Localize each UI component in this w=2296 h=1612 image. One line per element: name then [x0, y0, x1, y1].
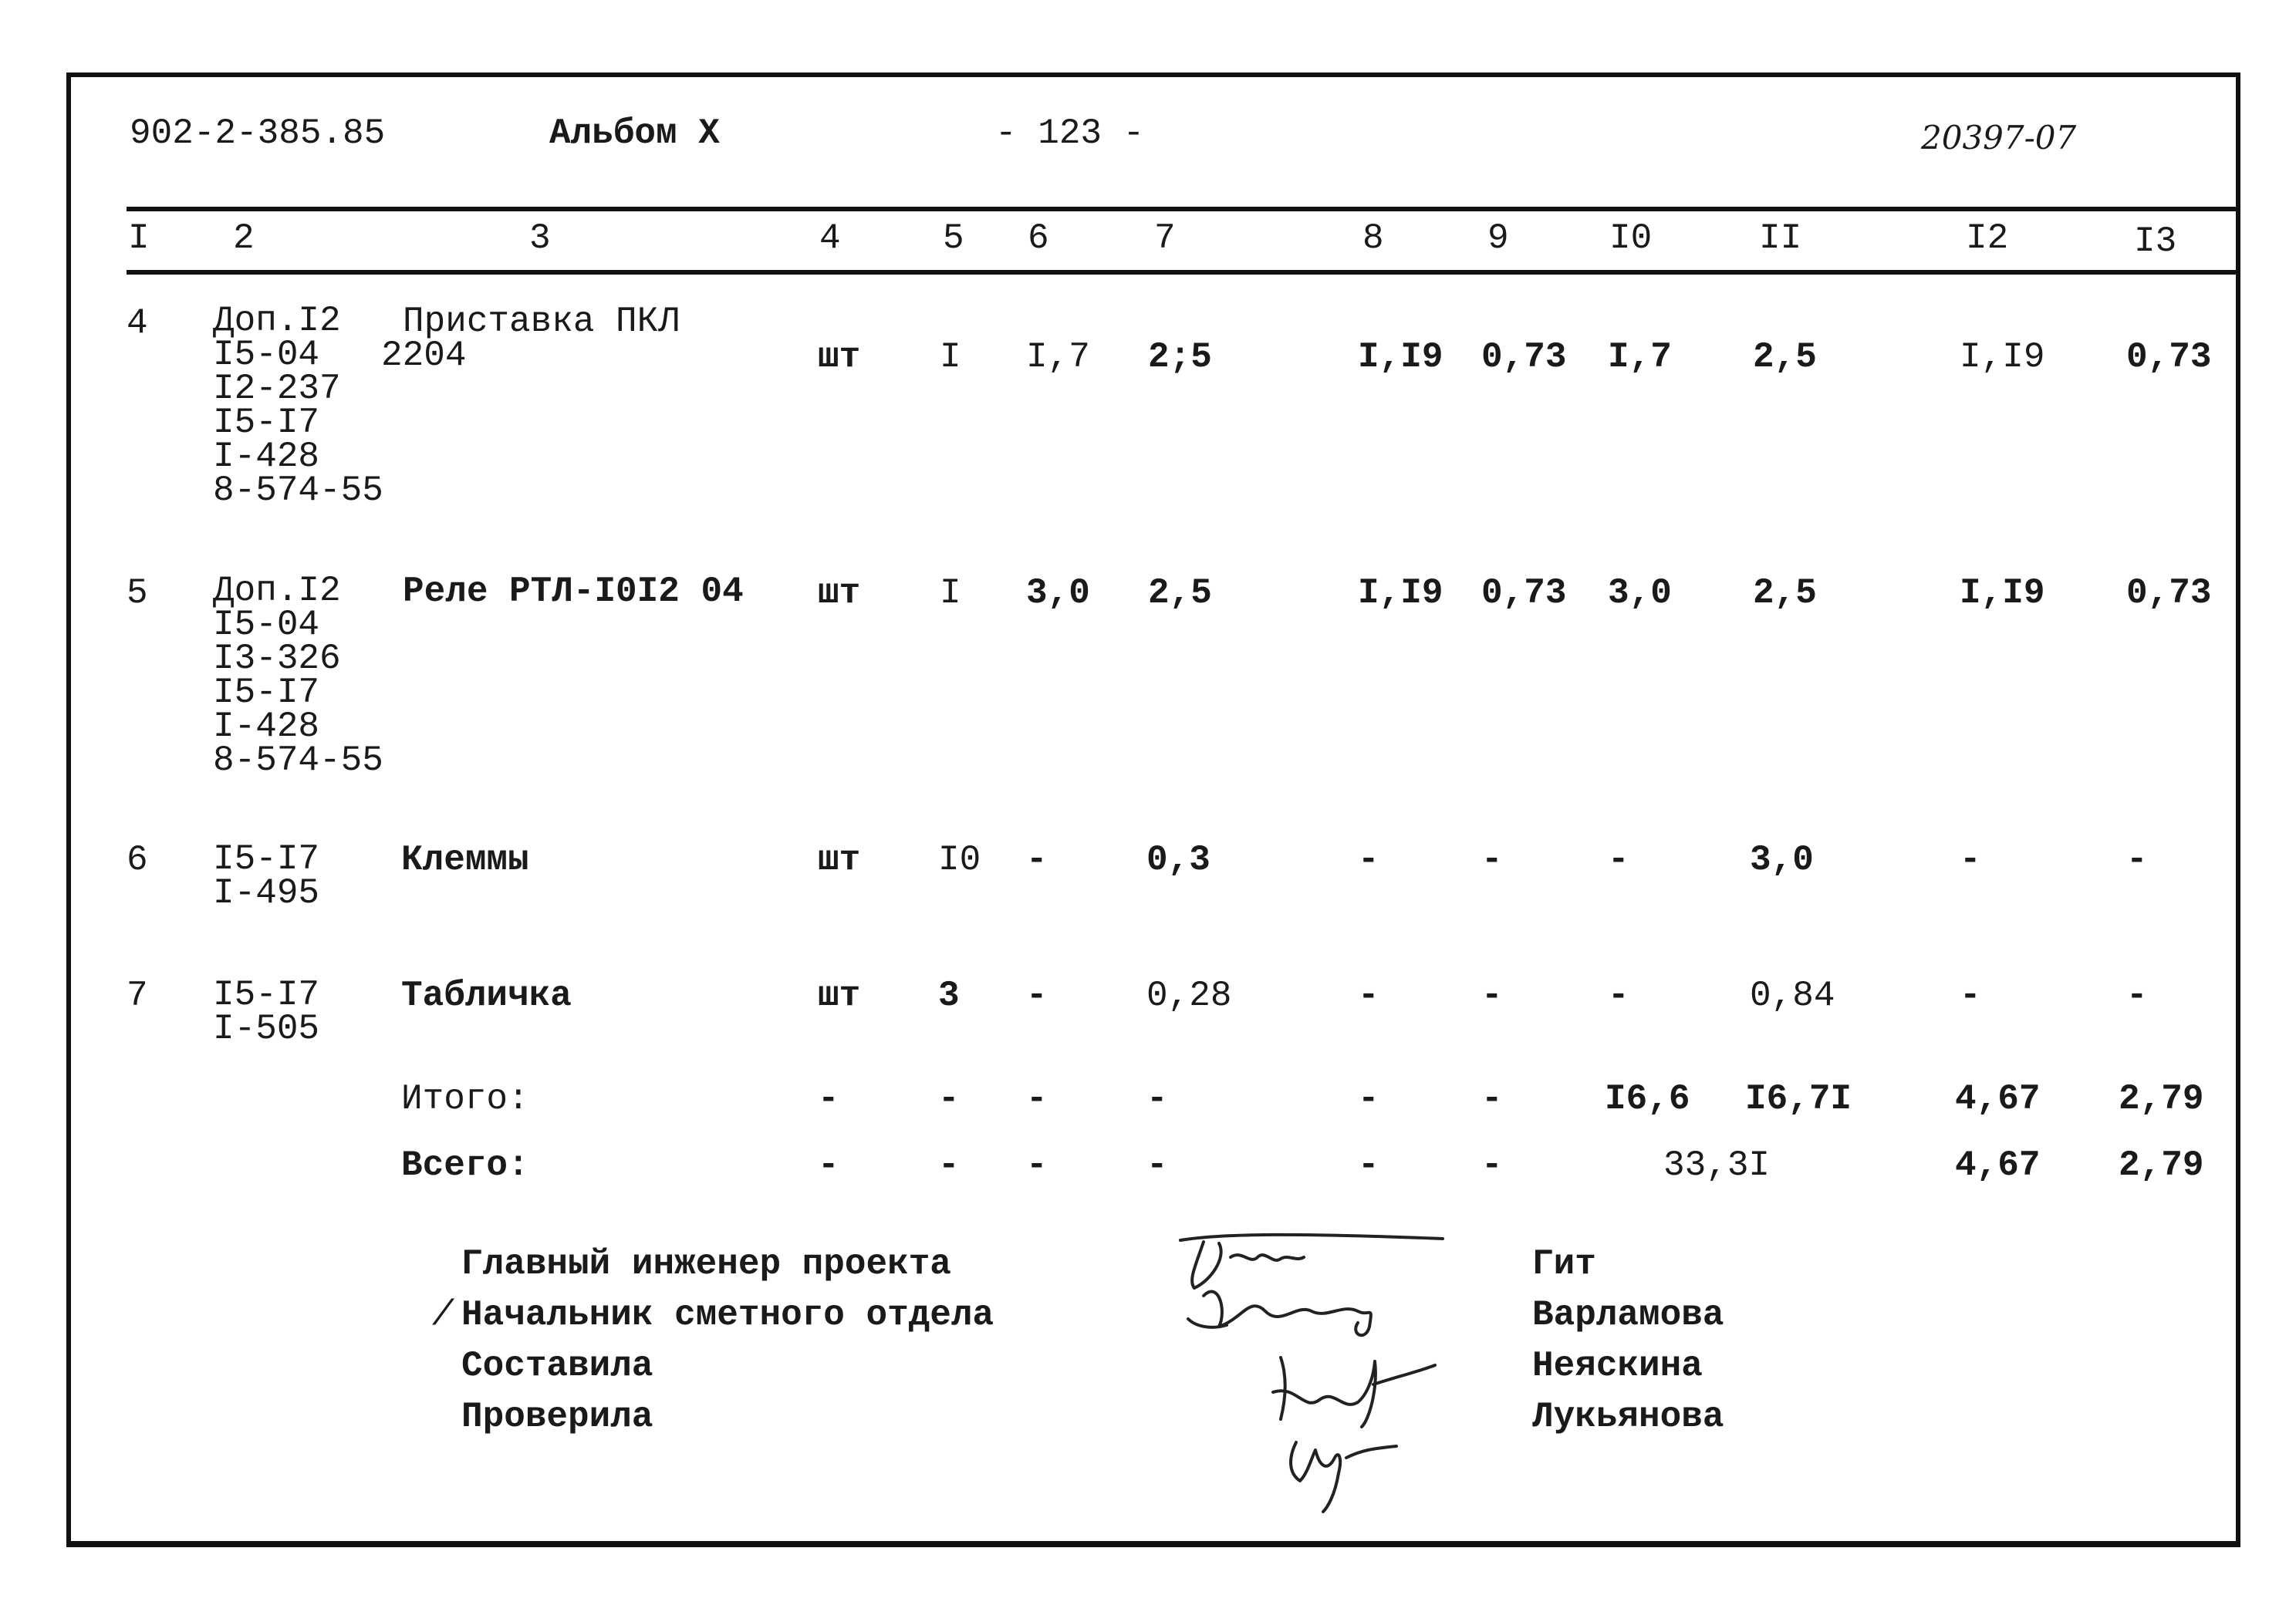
total-c5: - — [938, 1145, 960, 1185]
row-qty: I — [940, 573, 961, 613]
row-c13: 0,73 — [2126, 573, 2212, 613]
row-unit: шт — [818, 573, 861, 613]
row-c11: 0,84 — [1750, 976, 1835, 1016]
col-header-5: 5 — [943, 218, 964, 258]
subtotal-c4: - — [818, 1079, 839, 1119]
row-qty: 3 — [938, 976, 960, 1016]
total-label: Всего: — [401, 1145, 529, 1185]
row-c11: 2,5 — [1753, 573, 1817, 613]
col-header-6: 6 — [1028, 218, 1049, 258]
col-header-2: 2 — [233, 218, 255, 258]
page-number: - 123 - — [995, 113, 1145, 153]
margin-mark: / — [432, 1295, 454, 1335]
col-header-12: I2 — [1966, 218, 2009, 258]
row-name: Клеммы — [401, 840, 529, 880]
archive-number: 20397-07 — [1921, 119, 2077, 157]
row-c7: 2,5 — [1148, 573, 1212, 613]
total-c7: - — [1146, 1145, 1168, 1185]
col-header-8: 8 — [1362, 218, 1384, 258]
col-header-9: 9 — [1487, 218, 1509, 258]
col-header-11: II — [1759, 218, 1802, 258]
row-name-cont: 2204 — [381, 336, 467, 376]
row-c11: 3,0 — [1750, 840, 1814, 880]
row-c9: - — [1481, 840, 1503, 880]
col-header-7: 7 — [1154, 218, 1176, 258]
row-c6: I,7 — [1026, 337, 1090, 377]
header-rule-top — [127, 207, 2237, 211]
row-c8: I,I9 — [1358, 573, 1443, 613]
row-c8: I,I9 — [1358, 337, 1443, 377]
subtotal-c9: - — [1481, 1079, 1503, 1119]
doc-code: 902-2-385.85 — [130, 113, 386, 153]
row-name: Реле РТЛ-I0I2 04 — [403, 572, 744, 612]
row-name: Приставка ПКЛ — [403, 302, 680, 342]
row-c13: 0,73 — [2126, 337, 2212, 377]
subtotal-label: Итого: — [401, 1079, 529, 1119]
col-header-4: 4 — [819, 218, 841, 258]
total-c12: 4,67 — [1955, 1145, 2041, 1185]
subtotal-c10: I6,6 — [1605, 1079, 1690, 1119]
row-unit: шт — [818, 337, 861, 377]
row-unit: шт — [818, 976, 861, 1016]
row-c12: I,I9 — [1960, 573, 2045, 613]
col-header-1: I — [128, 218, 150, 258]
row-c7: 2;5 — [1148, 337, 1212, 377]
header-rule-bottom — [127, 270, 2237, 275]
row-c9: 0,73 — [1481, 573, 1567, 613]
row-c12: I,I9 — [1960, 337, 2045, 377]
total-c8: - — [1358, 1145, 1379, 1185]
row-codes: Доп.I2 I5-04 I2-237 I5-I7 I-428 8-574-55 — [213, 301, 383, 511]
row-c8: - — [1358, 976, 1379, 1016]
row-c10: I,7 — [1608, 337, 1672, 377]
row-c9: 0,73 — [1481, 337, 1567, 377]
row-c12: - — [1960, 840, 1981, 880]
row-codes: Доп.I2 I5-04 I3-326 I5-I7 I-428 8-574-55 — [213, 571, 383, 781]
row-name: Табличка — [401, 976, 572, 1016]
row-c10: - — [1608, 840, 1629, 880]
row-c13: - — [2126, 840, 2148, 880]
row-number: 7 — [127, 976, 148, 1016]
row-c12: - — [1960, 976, 1981, 1016]
row-qty: I0 — [938, 840, 981, 880]
total-c4: - — [818, 1145, 839, 1185]
name-lukyanova: Лукьянова — [1532, 1397, 1724, 1437]
row-c10: - — [1608, 976, 1629, 1016]
album-label: Альбом X — [549, 113, 720, 153]
total-c10-11: 33,3I — [1663, 1145, 1771, 1185]
row-c7: 0,3 — [1146, 840, 1210, 880]
row-c6: - — [1026, 976, 1048, 1016]
total-c6: - — [1026, 1145, 1048, 1185]
row-c13: - — [2126, 976, 2148, 1016]
row-c6: 3,0 — [1026, 573, 1090, 613]
col-header-10: I0 — [1609, 218, 1653, 258]
total-c9: - — [1481, 1145, 1503, 1185]
subtotal-c13: 2,79 — [2119, 1079, 2204, 1119]
col-header-13: I3 — [2134, 221, 2177, 261]
row-number: 5 — [127, 573, 148, 613]
role-compiled-by: Составила — [461, 1346, 653, 1386]
total-c13: 2,79 — [2119, 1145, 2204, 1185]
role-checked-by: Проверила — [461, 1397, 653, 1437]
name-git: Гит — [1532, 1244, 1596, 1284]
name-neyaskina: Неяскина — [1532, 1346, 1703, 1386]
row-c11: 2,5 — [1753, 337, 1817, 377]
row-c8: - — [1358, 840, 1379, 880]
subtotal-c5: - — [938, 1079, 960, 1119]
subtotal-c7: - — [1146, 1079, 1168, 1119]
row-c6: - — [1026, 840, 1048, 880]
row-qty: I — [940, 337, 961, 377]
subtotal-c12: 4,67 — [1955, 1079, 2041, 1119]
document-frame — [66, 73, 2240, 1547]
row-codes: I5-I7 I-495 — [213, 839, 320, 913]
row-number: 6 — [127, 840, 148, 880]
row-unit: шт — [818, 840, 861, 880]
row-c10: 3,0 — [1608, 573, 1672, 613]
row-codes: I5-I7 I-505 — [213, 975, 320, 1049]
subtotal-c8: - — [1358, 1079, 1379, 1119]
row-number: 4 — [127, 303, 148, 343]
row-c7: 0,28 — [1146, 976, 1232, 1016]
subtotal-c11: I6,7I — [1745, 1079, 1852, 1119]
col-header-3: 3 — [529, 218, 551, 258]
name-varlamova: Варламова — [1532, 1295, 1724, 1335]
role-chief-engineer: Главный инженер проекта — [461, 1244, 951, 1284]
role-head-of-estimates: Начальник сметного отдела — [461, 1295, 994, 1335]
row-c9: - — [1481, 976, 1503, 1016]
handwritten-signatures — [1173, 1226, 1497, 1519]
subtotal-c6: - — [1026, 1079, 1048, 1119]
